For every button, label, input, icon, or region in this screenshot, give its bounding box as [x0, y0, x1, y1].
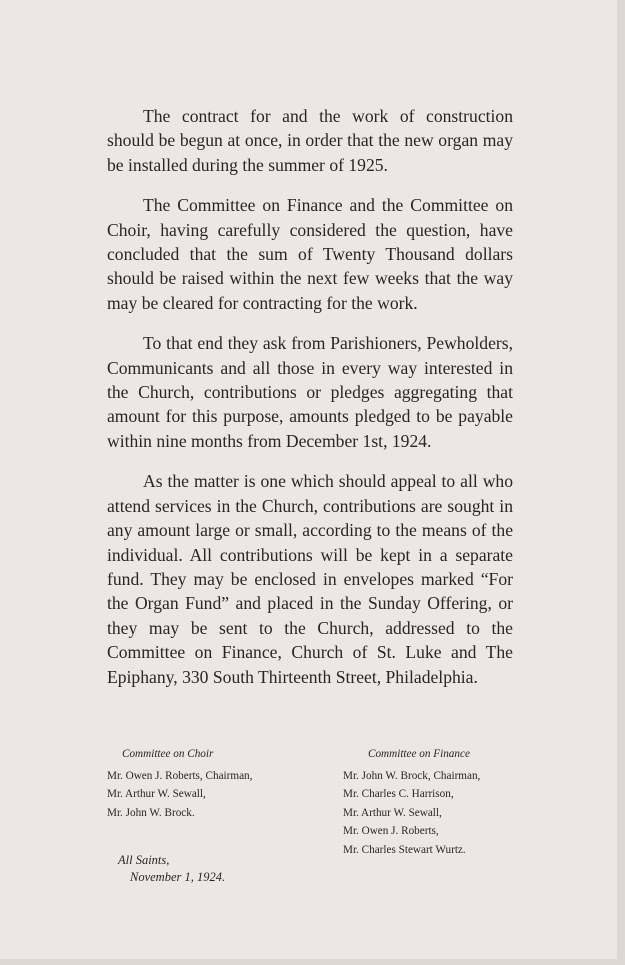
letter-body [107, 104, 513, 705]
committee-heading: Committee on Choir [122, 748, 214, 760]
committee-finance [343, 745, 533, 860]
committee-choir [107, 745, 327, 822]
dateline [118, 852, 225, 885]
page-edge [0, 959, 625, 965]
dateline-occasion: All Saints, [118, 853, 170, 867]
committee-member: Mr. Charles Stewart Wurtz. [343, 843, 466, 856]
committee-member: Mr. Owen J. Roberts, [343, 825, 439, 838]
dateline-date: November 1, 1924. [130, 869, 226, 884]
committee-heading: Committee on Finance [368, 748, 470, 760]
page-edge [617, 0, 625, 965]
committee-member: Mr. Arthur W. Sewall, [107, 788, 206, 801]
paragraph: The Committee on Finance and the Committee on Choir, having carefully considered the question, have concluded that the sum of Twenty Thousand dollars should be raised within the next few weeks that the way may be cleared for contracting for the work. [107, 195, 513, 313]
committee-member: Mr. John W. Brock. [107, 806, 195, 819]
committee-member: Mr. Owen J. Roberts, Chairman, [107, 769, 253, 782]
paragraph: The contract for and the work of construction should be begun at once, in order that the new organ may be installed during the summer of 1925. [107, 106, 513, 175]
committee-member: Mr. John W. Brock, Chairman, [343, 769, 481, 782]
committee-member: Mr. Arthur W. Sewall, [343, 806, 442, 819]
committee-member: Mr. Charles C. Harrison, [343, 788, 454, 801]
paragraph: As the matter is one which should appeal to all who attend services in the Church, contributions are sought in any amount large or small, according to the means of the individual. All contributions will be kept in a separate fund. They may be enclosed in envelopes marked “For the Organ Fund” and placed in the Sunday Offering, or they may be sent to the Church, addressed to the Committee on Finance, Church of St. Luke and The Epiphany, 330 South Thirteenth Street, Philadelphia. [107, 471, 513, 687]
paragraph: To that end they ask from Parishioners, Pewholders, Communicants and all those in every way interested in the Church, contributions or pledges aggregating that amount for this purpose, amounts pledged to be payable within nine months from December 1st, 1924. [107, 333, 513, 451]
